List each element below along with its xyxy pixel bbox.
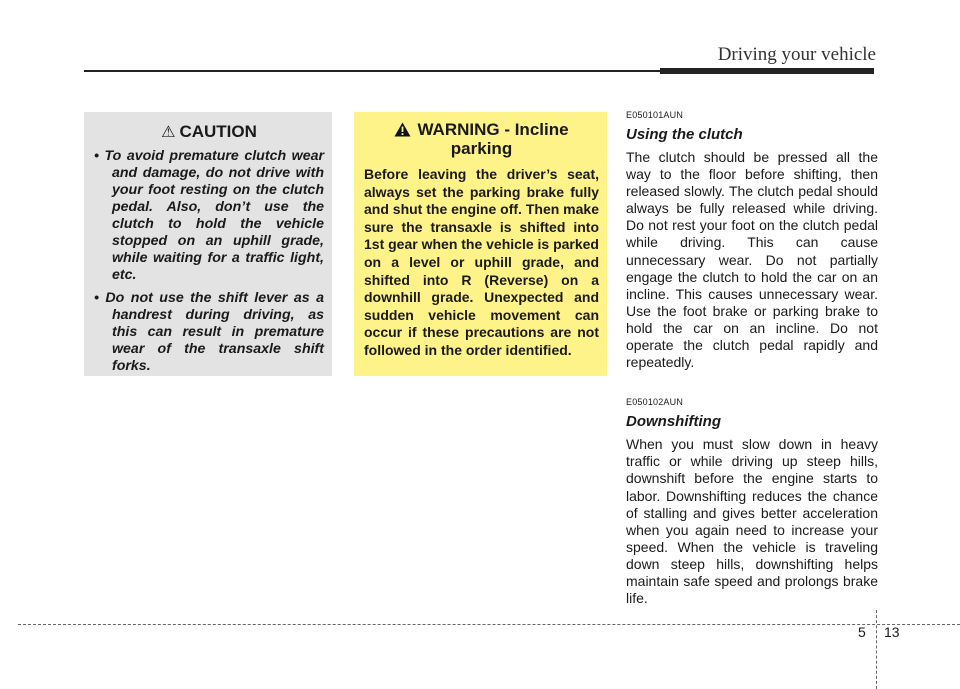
section-code: E050101AUN [626, 110, 684, 120]
warning-filled-triangle-icon [394, 122, 411, 137]
warning-triangle-icon: ⚠ [161, 124, 176, 141]
caution-heading [94, 122, 324, 142]
warning-box [354, 112, 607, 376]
section-code: E050102AUN [626, 397, 684, 408]
page-number-divider [876, 610, 877, 689]
footer-dashed-rule [18, 624, 960, 625]
page-number: 13 [884, 624, 900, 640]
warning-title: WARNING - Incline parking [417, 120, 569, 158]
content-column [626, 110, 878, 607]
chapter-number: 5 [858, 624, 866, 640]
warning-heading [364, 120, 599, 158]
header-rule-accent [660, 68, 874, 74]
caution-item: • To avoid premature clutch wear and damage, do not drive with your foot resting on the clutch pedal. Also, don’t use the clutch to hold the vehicle stopped on an uphill grade, while waiting for a traffic light, etc. [94, 148, 324, 283]
warning-body: Before leaving the driver’s seat, always set the parking brake fully and shut the engine off. Then make sure the transaxle is shifted into 1st gear when the vehicle is parked on a level or uphill grade, and shifted into R (Reverse) on a downhill grade. Unexpected and sudden vehicle movement can occur if these precautions are not followed in the order identified. [364, 166, 599, 358]
section-title: Downshifting [626, 413, 721, 431]
section-text: The clutch should be pressed all the way to the floor before shifting, then released slowly. The clutch pedal should always be fully released while driving. Do not rest your foot on the clutch pedal while driving. This can cause unnecessary wear. Do not partially engage the clutch to hold the car on an incline. This causes unnecessary wear. Use the foot brake or parking brake to hold the car on an incline. Do not operate the clutch pedal rapidly and repeatedly. [626, 149, 878, 371]
caution-item: • Do not use the shift lever as a handrest during driving, as this can result in premature wear of the transaxle shift forks. [94, 290, 324, 374]
page-header-title: Driving your vehicle [717, 44, 876, 65]
caution-title: CAUTION [179, 122, 257, 141]
section-text: When you must slow down in heavy traffic or while driving up steep hills, downshift before the engine starts to labor. Downshifting reduces the chance of stalling and gives better acceleration when you again need to increase your speed. When the vehicle is traveling down steep hills, downshifting helps maintain safe speed and prolongs brake life. [626, 436, 878, 607]
section-title: Using the clutch [626, 126, 743, 143]
caution-box [84, 112, 332, 376]
